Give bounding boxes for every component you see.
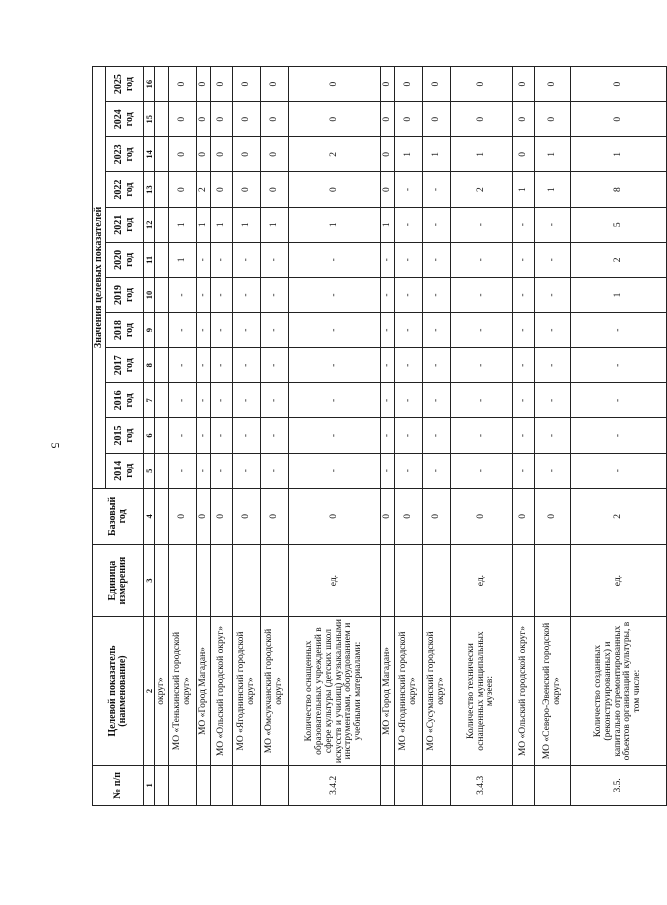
index-cell: 8 <box>144 348 155 383</box>
header-group-title: Значения целевых показателей <box>93 67 106 489</box>
year-value-cell: 2 <box>289 137 381 172</box>
header-base-year: Базовый год <box>93 488 144 544</box>
year-value-cell: 0 <box>233 137 261 172</box>
year-value-cell: 0 <box>513 102 535 137</box>
year-value-cell: - <box>169 383 197 418</box>
year-value-cell: - <box>451 418 513 453</box>
table-row <box>513 67 535 806</box>
year-value-cell: - <box>535 207 571 242</box>
unit-cell: ед. <box>289 544 381 616</box>
year-value-cell: - <box>381 348 395 383</box>
indicator-name-cell: МО «Ольский городской округ» <box>513 617 535 766</box>
year-value-cell: - <box>395 418 423 453</box>
year-value-cell: 0 <box>423 102 451 137</box>
unit-cell <box>535 544 571 616</box>
year-value-cell <box>155 137 169 172</box>
indicator-name-cell: МО «Сусуманский городской округ» <box>423 617 451 766</box>
row-number-cell <box>169 765 197 805</box>
year-value-cell: 0 <box>261 102 289 137</box>
year-value-cell: - <box>381 242 395 277</box>
year-value-cell: - <box>571 418 667 453</box>
year-value-cell: - <box>513 418 535 453</box>
year-value-cell: - <box>261 383 289 418</box>
year-value-cell: 2 <box>571 242 667 277</box>
year-value-cell <box>155 277 169 312</box>
year-value-cell: 1 <box>451 137 513 172</box>
page-number: 5 <box>48 442 63 449</box>
year-value-cell: - <box>535 348 571 383</box>
year-value-cell: 1 <box>535 172 571 207</box>
year-value-cell <box>155 102 169 137</box>
unit-cell <box>395 544 423 616</box>
year-value-cell: 1 <box>261 207 289 242</box>
header-year: 2021 год <box>106 207 144 242</box>
year-value-cell: 0 <box>261 67 289 102</box>
year-value-cell: 2 <box>197 172 211 207</box>
row-number-cell: 3.4.2 <box>289 765 381 805</box>
rotated-table-wrapper <box>92 66 652 806</box>
year-value-cell: - <box>261 418 289 453</box>
year-value-cell: - <box>451 313 513 348</box>
year-value-cell: - <box>513 383 535 418</box>
year-value-cell: - <box>289 313 381 348</box>
year-value-cell: 1 <box>169 242 197 277</box>
year-value-cell: 0 <box>261 137 289 172</box>
indicator-name-cell: МО «Город Магадан» <box>381 617 395 766</box>
row-number-cell <box>423 765 451 805</box>
year-value-cell: - <box>381 313 395 348</box>
base-year-cell: 2 <box>571 488 667 544</box>
year-value-cell: - <box>513 313 535 348</box>
year-value-cell <box>155 242 169 277</box>
base-year-cell: 0 <box>169 488 197 544</box>
header-year: 2024 год <box>106 102 144 137</box>
header-indicator: Целевой показатель (наименование) <box>93 617 144 766</box>
index-cell: 14 <box>144 137 155 172</box>
year-value-cell: - <box>423 207 451 242</box>
unit-cell <box>423 544 451 616</box>
row-number-cell <box>211 765 233 805</box>
row-number-cell: 3.4.3 <box>451 765 513 805</box>
index-cell: 16 <box>144 67 155 102</box>
index-cell: 13 <box>144 172 155 207</box>
base-year-cell: 0 <box>535 488 571 544</box>
year-value-cell: - <box>423 172 451 207</box>
indicator-name-cell: Количество технически оснащенных муниципальных музеев: <box>451 617 513 766</box>
year-value-cell: 0 <box>197 67 211 102</box>
unit-cell <box>513 544 535 616</box>
year-value-cell <box>155 383 169 418</box>
year-value-cell: - <box>535 453 571 488</box>
year-value-cell: 0 <box>211 172 233 207</box>
year-value-cell: - <box>261 348 289 383</box>
header-year: 2017 год <box>106 348 144 383</box>
year-value-cell: - <box>423 242 451 277</box>
year-value-cell: - <box>169 348 197 383</box>
index-cell: 3 <box>144 544 155 616</box>
table-row <box>261 67 289 806</box>
year-value-cell: 1 <box>211 207 233 242</box>
unit-cell <box>233 544 261 616</box>
year-value-cell: - <box>211 348 233 383</box>
year-value-cell: 2 <box>451 172 513 207</box>
year-value-cell: - <box>233 242 261 277</box>
year-value-cell: - <box>571 383 667 418</box>
table-row <box>571 67 667 806</box>
year-value-cell: 0 <box>535 67 571 102</box>
year-value-cell: - <box>513 207 535 242</box>
year-value-cell: 0 <box>169 67 197 102</box>
base-year-cell: 0 <box>197 488 211 544</box>
year-value-cell <box>155 453 169 488</box>
year-value-cell: 0 <box>289 172 381 207</box>
year-value-cell: 1 <box>535 137 571 172</box>
base-year-cell: 0 <box>381 488 395 544</box>
year-value-cell: 0 <box>423 67 451 102</box>
year-value-cell <box>155 348 169 383</box>
unit-cell <box>211 544 233 616</box>
year-value-cell: 0 <box>197 102 211 137</box>
year-value-cell: - <box>395 348 423 383</box>
year-value-cell <box>155 313 169 348</box>
year-value-cell: - <box>395 172 423 207</box>
header-year: 2018 год <box>106 313 144 348</box>
index-cell: 5 <box>144 453 155 488</box>
year-value-cell: 0 <box>261 172 289 207</box>
header-year: 2025 год <box>106 67 144 102</box>
base-year-cell: 0 <box>513 488 535 544</box>
year-value-cell: 0 <box>169 172 197 207</box>
year-value-cell: - <box>197 418 211 453</box>
year-value-cell: 0 <box>571 67 667 102</box>
year-value-cell: - <box>289 453 381 488</box>
table-row <box>423 67 451 806</box>
year-value-cell: 0 <box>169 137 197 172</box>
year-value-cell: - <box>211 277 233 312</box>
year-value-cell <box>155 172 169 207</box>
year-value-cell: 0 <box>381 102 395 137</box>
indicator-name-cell: МО «Ольский городской округ» <box>211 617 233 766</box>
year-value-cell: - <box>395 383 423 418</box>
year-value-cell: - <box>169 313 197 348</box>
year-value-cell: - <box>451 453 513 488</box>
unit-cell <box>261 544 289 616</box>
unit-cell: ед. <box>451 544 513 616</box>
year-value-cell: - <box>535 418 571 453</box>
year-value-cell: - <box>197 348 211 383</box>
year-value-cell: 1 <box>233 207 261 242</box>
year-value-cell: - <box>451 207 513 242</box>
year-value-cell: - <box>423 383 451 418</box>
index-cell: 7 <box>144 383 155 418</box>
year-value-cell: 0 <box>381 67 395 102</box>
year-value-cell: - <box>395 453 423 488</box>
year-value-cell: 0 <box>289 102 381 137</box>
unit-cell <box>197 544 211 616</box>
year-value-cell: 1 <box>169 207 197 242</box>
table-row <box>395 67 423 806</box>
year-value-cell: - <box>211 418 233 453</box>
year-value-cell: - <box>571 313 667 348</box>
year-value-cell: - <box>289 418 381 453</box>
year-value-cell: - <box>233 313 261 348</box>
year-value-cell: 0 <box>169 102 197 137</box>
year-value-cell: - <box>381 418 395 453</box>
year-value-cell: - <box>381 453 395 488</box>
year-value-cell: - <box>451 348 513 383</box>
index-cell: 9 <box>144 313 155 348</box>
row-number-cell <box>155 765 169 805</box>
year-value-cell: 0 <box>513 67 535 102</box>
year-value-cell: 0 <box>451 67 513 102</box>
year-value-cell: - <box>197 313 211 348</box>
year-value-cell: - <box>423 453 451 488</box>
row-number-cell <box>381 765 395 805</box>
row-number-cell <box>233 765 261 805</box>
year-value-cell: - <box>233 418 261 453</box>
year-value-cell: - <box>395 277 423 312</box>
base-year-cell: 0 <box>423 488 451 544</box>
row-number-cell <box>261 765 289 805</box>
year-value-cell: 1 <box>571 137 667 172</box>
year-value-cell: - <box>233 383 261 418</box>
index-cell: 1 <box>144 765 155 805</box>
year-value-cell: - <box>535 277 571 312</box>
year-value-cell: - <box>197 453 211 488</box>
year-value-cell <box>155 67 169 102</box>
table-body <box>155 67 667 806</box>
row-number-cell <box>535 765 571 805</box>
base-year-cell: 0 <box>233 488 261 544</box>
year-value-cell: - <box>571 348 667 383</box>
year-value-cell: - <box>169 277 197 312</box>
indicator-name-cell: Количество оснащенных образовательных учреждений в сфере культуры (детских школ искусств и училищ) музыкальными инструментами, оборудованием и учебными материалами: <box>289 617 381 766</box>
table-row <box>381 67 395 806</box>
year-value-cell: 0 <box>211 102 233 137</box>
table-row <box>451 67 513 806</box>
base-year-cell <box>155 488 169 544</box>
table-row <box>197 67 211 806</box>
year-value-cell: 0 <box>289 67 381 102</box>
year-value-cell: - <box>423 348 451 383</box>
table-row <box>169 67 197 806</box>
year-value-cell: 8 <box>571 172 667 207</box>
year-value-cell: 0 <box>197 137 211 172</box>
base-year-cell: 0 <box>261 488 289 544</box>
year-value-cell: - <box>451 383 513 418</box>
year-value-cell: 0 <box>571 102 667 137</box>
year-value-cell: - <box>197 277 211 312</box>
year-value-cell: - <box>535 313 571 348</box>
unit-cell <box>155 544 169 616</box>
header-year: 2022 год <box>106 172 144 207</box>
year-value-cell <box>155 207 169 242</box>
year-value-cell: - <box>423 418 451 453</box>
year-value-cell: - <box>395 207 423 242</box>
indicator-name-cell: МО «Ягоднинский городской округ» <box>395 617 423 766</box>
year-value-cell: 1 <box>381 207 395 242</box>
indicator-name-cell: МО «Омсукчанский городской округ» <box>261 617 289 766</box>
base-year-cell: 0 <box>211 488 233 544</box>
header-year: 2023 год <box>106 137 144 172</box>
year-value-cell: 1 <box>423 137 451 172</box>
year-value-cell: - <box>169 418 197 453</box>
base-year-cell: 0 <box>395 488 423 544</box>
indicator-name-cell: МО «Ягоднинский городской округ» <box>233 617 261 766</box>
year-value-cell: - <box>535 242 571 277</box>
header-num: № п/п <box>93 765 144 805</box>
table-row <box>289 67 381 806</box>
index-cell: 15 <box>144 102 155 137</box>
year-value-cell: 0 <box>535 102 571 137</box>
header-year: 2015 год <box>106 418 144 453</box>
year-value-cell: 0 <box>381 137 395 172</box>
index-cell: 10 <box>144 277 155 312</box>
table-row <box>233 67 261 806</box>
year-value-cell: - <box>513 348 535 383</box>
year-value-cell: - <box>289 242 381 277</box>
indicator-name-cell: Количество созданных (реконструированных) и капитально отремонтированных объектов организаций культуры, в том числе: <box>571 617 667 766</box>
year-value-cell: - <box>535 383 571 418</box>
year-value-cell: - <box>211 313 233 348</box>
base-year-cell: 0 <box>451 488 513 544</box>
index-cell: 2 <box>144 617 155 766</box>
table-row <box>535 67 571 806</box>
year-value-cell: - <box>261 242 289 277</box>
year-value-cell: - <box>381 383 395 418</box>
unit-cell: ед. <box>571 544 667 616</box>
index-cell: 12 <box>144 207 155 242</box>
header-year: 2014 год <box>106 453 144 488</box>
year-value-cell: - <box>261 277 289 312</box>
year-value-cell: - <box>395 242 423 277</box>
target-indicators-table <box>92 66 667 806</box>
year-value-cell: - <box>261 313 289 348</box>
year-value-cell: 0 <box>395 102 423 137</box>
table-row <box>211 67 233 806</box>
year-value-cell: - <box>513 242 535 277</box>
year-value-cell: - <box>423 313 451 348</box>
year-value-cell: - <box>513 453 535 488</box>
year-value-cell: 1 <box>289 207 381 242</box>
year-value-cell: - <box>211 453 233 488</box>
row-number-cell <box>395 765 423 805</box>
year-value-cell: - <box>211 242 233 277</box>
year-value-cell: 0 <box>513 137 535 172</box>
index-cell: 4 <box>144 488 155 544</box>
year-value-cell <box>155 418 169 453</box>
year-value-cell: - <box>169 453 197 488</box>
year-value-cell: - <box>289 348 381 383</box>
row-number-cell <box>513 765 535 805</box>
year-value-cell: 1 <box>197 207 211 242</box>
year-value-cell: 1 <box>571 277 667 312</box>
year-value-cell: - <box>261 453 289 488</box>
year-value-cell: - <box>289 277 381 312</box>
table-row <box>155 67 169 806</box>
header-year: 2019 год <box>106 277 144 312</box>
year-value-cell: 5 <box>571 207 667 242</box>
year-value-cell: 0 <box>381 172 395 207</box>
indicator-name-cell: МО «Тенькинский городской округ» <box>169 617 197 766</box>
row-number-cell: 3.5. <box>571 765 667 805</box>
year-value-cell: - <box>513 277 535 312</box>
header-unit: Единица измерения <box>93 544 144 616</box>
year-value-cell: - <box>423 277 451 312</box>
header-year: 2020 год <box>106 242 144 277</box>
indicator-name-cell: округ» <box>155 617 169 766</box>
year-value-cell: - <box>289 383 381 418</box>
year-value-cell: 0 <box>211 137 233 172</box>
year-value-cell: - <box>451 242 513 277</box>
index-cell: 6 <box>144 418 155 453</box>
row-number-cell <box>197 765 211 805</box>
indicator-name-cell: МО «Город Магадан» <box>197 617 211 766</box>
year-value-cell: 0 <box>211 67 233 102</box>
year-value-cell: 1 <box>395 137 423 172</box>
year-value-cell: 0 <box>451 102 513 137</box>
year-value-cell: - <box>571 453 667 488</box>
index-row <box>144 67 155 806</box>
year-value-cell: 0 <box>233 67 261 102</box>
unit-cell <box>169 544 197 616</box>
year-value-cell: - <box>395 313 423 348</box>
year-value-cell: 0 <box>233 102 261 137</box>
year-value-cell: - <box>451 277 513 312</box>
year-value-cell: - <box>197 242 211 277</box>
year-value-cell: 0 <box>233 172 261 207</box>
year-value-cell: - <box>197 383 211 418</box>
base-year-cell: 0 <box>289 488 381 544</box>
index-cell: 11 <box>144 242 155 277</box>
header-year: 2016 год <box>106 383 144 418</box>
unit-cell <box>381 544 395 616</box>
year-value-cell: 0 <box>395 67 423 102</box>
year-value-cell: - <box>233 453 261 488</box>
year-value-cell: - <box>233 277 261 312</box>
year-value-cell: - <box>233 348 261 383</box>
year-value-cell: 1 <box>513 172 535 207</box>
indicator-name-cell: МО «Северо-Эвенский городской округ» <box>535 617 571 766</box>
year-value-cell: - <box>381 277 395 312</box>
year-value-cell: - <box>211 383 233 418</box>
